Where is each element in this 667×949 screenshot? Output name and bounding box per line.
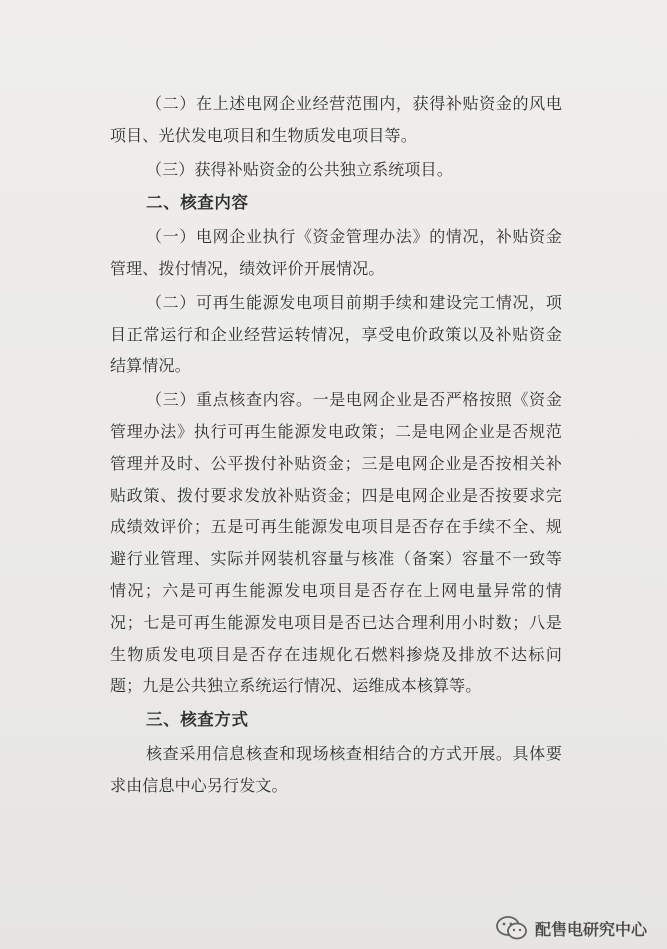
heading-check-method: 三、核查方式 (146, 710, 249, 730)
paragraph-scope-2: （二）在上述电网企业经营范围内，获得补贴资金的风电项目、光伏发电项目和生物质发电项目等。 (110, 94, 562, 145)
paragraph-content-2: （二）可再生能源发电项目前期手续和建设完工情况，项目正常运行和企业经营运转情况，享受电价政策以及补贴资金结算情况。 (110, 292, 562, 376)
paragraph-content-3: （三）重点核查内容。一是电网企业是否严格按照《资金管理办法》执行可再生能源发电政策；二是电网企业是否规范管理并及时、公平拨付补贴资金；三是电网企业是否按相关补贴政策、拨付要求发放补贴资金；四是电网企业是否按要求完成绩效评价；五是可再生能源发电项目是否存在手续不全、规避行业管理、实际并网装机容量与核准（备案）容量不一致等情况；六是可再生能源发电项目是否存在上网电量异常的情况；七是可再生能源发电项目是否已达合理利用小时数；八是生物质发电项目是否存在违规化石燃料掺烧及排放不达标问题；九是公共独立系统运行情况、运维成本核算等。 (110, 390, 562, 696)
wechat-icon (495, 915, 529, 941)
heading-check-content: 二、核查内容 (146, 193, 249, 213)
watermark-text: 配售电研究中心 (534, 919, 647, 939)
paragraph-scope-3: （三）获得补贴资金的公共独立系统项目。 (146, 159, 453, 179)
paragraph-content-1: （一）电网企业执行《资金管理办法》的情况，补贴资金管理、拨付情况，绩效评价开展情况。 (110, 227, 562, 278)
watermark (495, 915, 647, 941)
document-body (110, 88, 562, 802)
paragraph-method: 核查采用信息核查和现场核查相结合的方式开展。具体要求由信息中心另行发文。 (110, 743, 562, 795)
